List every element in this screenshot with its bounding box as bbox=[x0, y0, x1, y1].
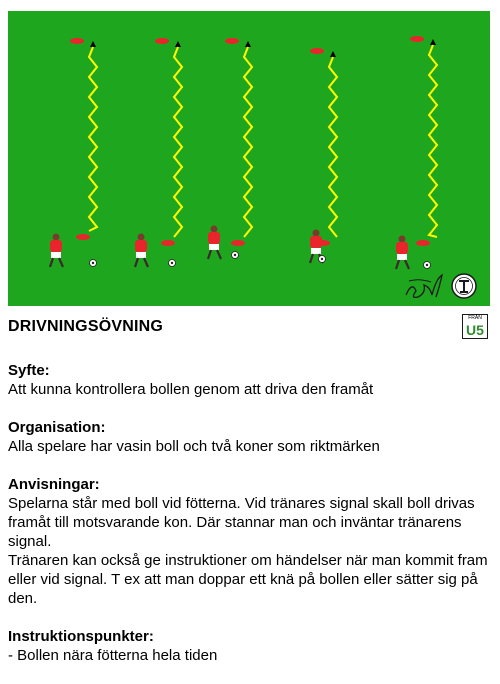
section-organisation bbox=[8, 418, 492, 456]
age-badge-age: U5 bbox=[466, 322, 484, 338]
cone-icon bbox=[231, 240, 245, 246]
cone-icon bbox=[76, 234, 90, 240]
cone-icon bbox=[155, 38, 169, 44]
section-heading: Syfte: bbox=[8, 362, 50, 379]
section-key-points bbox=[8, 627, 492, 665]
section-text: Spelarna står med boll vid fötterna. Vid tränares signal skall boll drivas framåt till motsvarande kon. Där stannar man och inväntar tränarens signal. bbox=[8, 495, 475, 550]
cone-icon bbox=[225, 38, 239, 44]
ball-icon bbox=[169, 260, 176, 267]
section-heading: Organisation: bbox=[8, 419, 106, 436]
section-text: - Bollen nära fötterna hela tiden bbox=[8, 647, 218, 664]
club-logo bbox=[452, 274, 476, 298]
section-instructions bbox=[8, 475, 492, 608]
section-text-continued: Tränaren kan också ge instruktioner om händelser när man kommit fram eller vid signal. T ex att man doppar ett knä på bollen eller sätter sig på den. bbox=[8, 552, 488, 607]
cone-icon bbox=[416, 240, 430, 246]
ball-icon bbox=[90, 260, 97, 267]
ball-icon bbox=[319, 256, 326, 263]
drill-description bbox=[8, 361, 492, 684]
cone-icon bbox=[70, 38, 84, 44]
cone-icon bbox=[310, 48, 324, 54]
cone-icon bbox=[161, 240, 175, 246]
section-text: Alla spelare har vasin boll och två koner som riktmärken bbox=[8, 438, 380, 455]
section-heading: Instruktionspunkter: bbox=[8, 628, 154, 645]
cone-icon bbox=[410, 36, 424, 42]
age-badge bbox=[462, 314, 488, 339]
section-text: Att kunna kontrollera bollen genom att driva den framåt bbox=[8, 381, 374, 398]
section-heading: Anvisningar: bbox=[8, 476, 100, 493]
ball-icon bbox=[232, 252, 239, 259]
pitch-diagram bbox=[8, 11, 490, 306]
age-badge-from: FRÅN bbox=[468, 315, 482, 321]
ball-icon bbox=[424, 262, 431, 269]
section-purpose bbox=[8, 361, 492, 399]
page-title: DRIVNINGSÖVNING bbox=[8, 318, 164, 335]
